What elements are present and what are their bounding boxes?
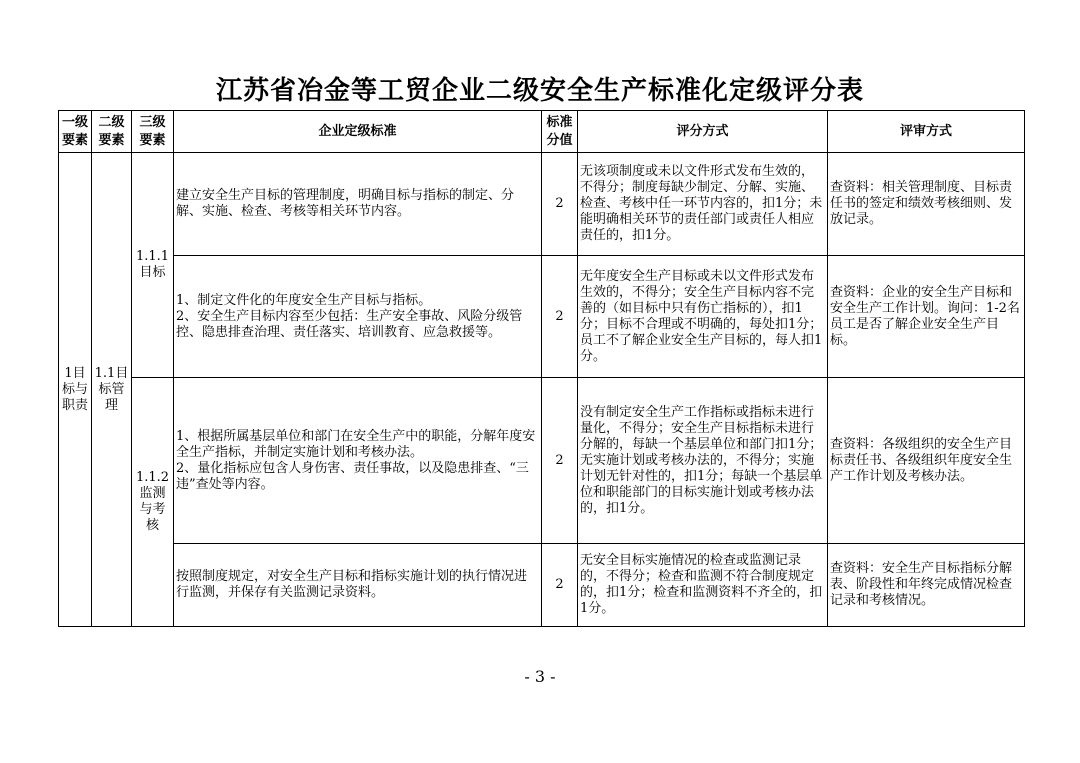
scoring-cell: 无年度安全生产目标或未以文件形式发布生效的，不得分；安全生产目标内容不完善的（如目标中只有伤亡指标的），扣1分；目标不合理或不明确的，每处扣1分；员工不了解企业安全生产目标的，每人扣1分。 [578, 256, 828, 378]
header-score: 标准分值 [542, 111, 578, 153]
table-row [59, 378, 1025, 544]
standard-text: 2、安全生产目标内容至少包括：生产安全事故、风险分级管控、隐患排查治理、责任落实、培训教育、应急救援等。 [176, 308, 523, 340]
header-row [59, 111, 1025, 153]
scoring-cell: 没有制定安全生产工作指标或指标未进行量化，不得分；安全生产目标指标未进行分解的，每缺一个基层单位和部门扣1分；无实施计划或考核办法的，不得分；实施计划无针对性的，扣1分；每缺一个基层单位和职能部门的目标实施计划或考核办法的，扣1分。 [578, 378, 828, 544]
header-level1: 一级要素 [59, 111, 92, 153]
standard-text: 2、量化指标应包含人身伤害、责任事故，以及隐患排查、“三违”查处等内容。 [176, 460, 529, 492]
level3-cell: 1.1.2监测与考核 [132, 378, 174, 627]
review-cell: 查资料：相关管理制度、目标责任书的签定和绩效考核细则、发放记录。 [828, 153, 1025, 256]
level3-cell: 1.1.1目标 [132, 153, 174, 378]
header-review: 评审方式 [828, 111, 1025, 153]
table-row [59, 256, 1025, 378]
standard-text: 建立安全生产目标的管理制度，明确目标与指标的制定、分解、实施、检查、考核等相关环节内容。 [176, 188, 515, 219]
scoring-cell: 无安全目标实施情况的检查或监测记录的，不得分；检查和监测不符合制度规定的，扣1分；检查和监测资料不齐全的，扣1分。 [578, 544, 828, 627]
standard-cell [174, 544, 542, 627]
page-title: 江苏省冶金等工贸企业二级安全生产标准化定级评分表 [215, 76, 864, 106]
scoring-cell: 无该项制度或未以文件形式发布生效的，不得分；制度每缺少制定、分解、实施、检查、考核中任一环节内容的，扣1分；未能明确相关环节的责任部门或责任人相应责任的，扣1分。 [578, 153, 828, 256]
level2-cell: 1.1目标管理 [92, 153, 132, 627]
header-level3: 三级要素 [132, 111, 174, 153]
score-cell: 2 [542, 256, 578, 378]
table-row [59, 153, 1025, 256]
standard-text: 按照制度规定，对安全生产目标和指标实施计划的执行情况进行监测，并保存有关监测记录资料。 [176, 569, 528, 600]
score-cell: 2 [542, 378, 578, 544]
review-cell: 查资料：企业的安全生产目标和安全生产工作计划。询问：1-2名员工是否了解企业安全生产目标。 [828, 256, 1025, 378]
score-cell: 2 [542, 544, 578, 627]
review-cell: 查资料：各级组织的安全生产目标责任书、各级组织年度安全生产工作计划及考核办法。 [828, 378, 1025, 544]
scoring-table [58, 110, 1025, 627]
standard-text: 1、制定文件化的年度安全生产目标与指标。 [176, 292, 432, 308]
review-cell: 查资料：安全生产目标指标分解表、阶段性和年终完成情况检查记录和考核情况。 [828, 544, 1025, 627]
header-standard: 企业定级标准 [174, 111, 542, 153]
score-cell: 2 [542, 153, 578, 256]
table-row [59, 544, 1025, 627]
standard-cell [174, 256, 542, 378]
header-scoring: 评分方式 [578, 111, 828, 153]
header-level2: 二级要素 [92, 111, 132, 153]
level1-cell: 1目标与职责 [59, 153, 92, 627]
standard-text: 1、根据所属基层单位和部门在安全生产中的职能，分解年度安全生产指标，并制定实施计划和考核办法。 [176, 428, 536, 460]
standard-cell [174, 153, 542, 256]
standard-cell [174, 378, 542, 544]
page-number: - 3 - [524, 667, 556, 686]
